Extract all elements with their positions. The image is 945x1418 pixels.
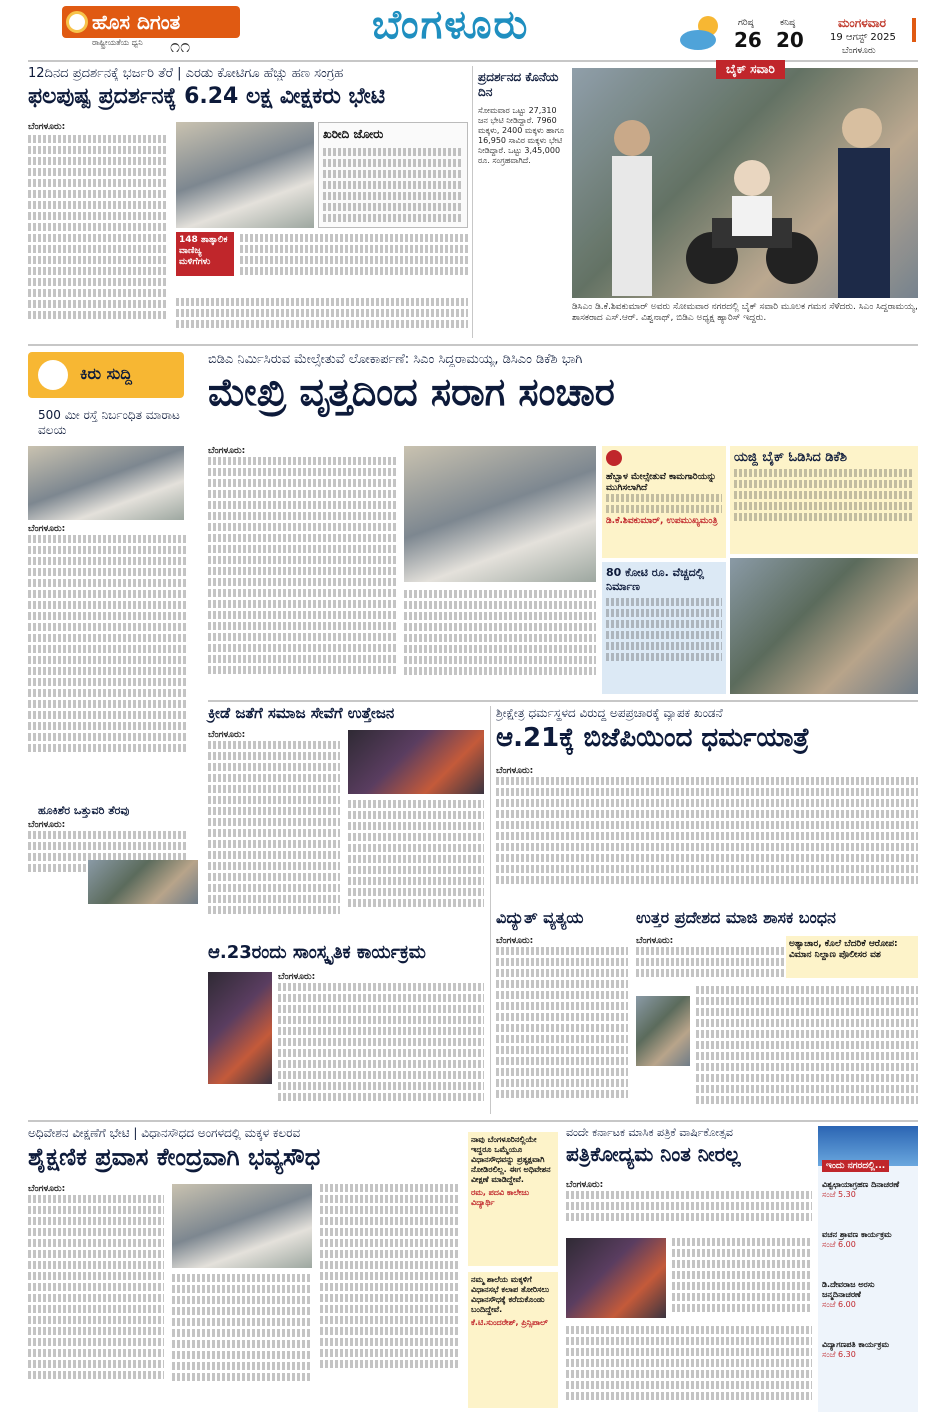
- vidhana-lines-3: [320, 1184, 460, 1371]
- patrika-lines-2: [672, 1238, 812, 1315]
- patrika-body: [566, 1180, 812, 1230]
- event-item: [822, 1180, 916, 1200]
- event-time: ಸಂಜೆ 6.00: [822, 1240, 856, 1249]
- yezdi-box: [730, 446, 918, 554]
- principal-quote-text: ನಮ್ಮ ಶಾಲೆಯ ಮಕ್ಕಳಿಗೆ ವಿಧಾನಸಭೆ ಕಲಾಪ ತೋರಿಸಲು ವಿಧಾನಸೌಧಕ್ಕೆ ಕರೆದುಕೊಂಡು ಬಂದಿದ್ದೇವೆ.: [471, 1275, 550, 1314]
- flyover-body: [208, 446, 398, 696]
- bike-ride-label-text: ಬೈಕ್ ಸವಾರಿ: [726, 62, 775, 76]
- patrika-lines-3: [566, 1326, 812, 1403]
- vidhana-lines-2: [172, 1274, 312, 1384]
- quote-title: ಹೆಬ್ಬಾಳ ಮೇಲ್ಸೇತುವೆ ಕಾಮಗಾರಿಯನ್ನು ಮುಗಿಸಲಾಗಿದೆ: [606, 472, 717, 493]
- logo-text: ಹೊಸ ದಿಗಂತ: [92, 10, 181, 34]
- issue-date: 19 ಆಗಸ್ಟ್ 2025: [830, 32, 896, 43]
- kiru-item2-title: ಹೂಕಿಶೆರ ಒತ್ತುವರಿ ತೆರವು: [38, 804, 130, 817]
- vidhana-dateline: ಬೆಂಗಳೂರು:: [28, 1184, 66, 1194]
- shopping-sidebox: [318, 122, 468, 228]
- kiru-item1-body: [28, 524, 188, 774]
- last-day-title: ಪ್ರದರ್ಶನದ ಕೊನೆಯ ದಿನ: [478, 70, 559, 99]
- issue-place: ಬೆಂಗಳೂರು: [842, 46, 876, 56]
- power-lines: [496, 947, 628, 1098]
- yezdi-title: ಯಜ್ದಿ ಬೈಕ್ ಓಡಿಸಿದ ಡಿಕೆಶಿ: [734, 450, 847, 465]
- date-bar: [912, 18, 916, 42]
- min-temp: 20: [776, 28, 804, 52]
- cost-lines: [606, 598, 722, 661]
- patrika-dateline: ಬೆಂಗಳೂರು:: [566, 1180, 604, 1190]
- cultural-lines: [278, 983, 484, 1101]
- top-story-lines-2: [240, 234, 468, 278]
- masthead: [0, 0, 945, 60]
- yezdi-photo: [730, 558, 918, 694]
- cultural-story: [208, 944, 484, 1116]
- flower-show-photo: [176, 122, 314, 228]
- cultural-headline: ಆ.23ರಂದು ಸಾಂಸ್ಕೃತಿಕ ಕಾರ್ಯಕ್ರಮ: [208, 942, 426, 963]
- cultural-dateline: ಬೆಂಗಳೂರು:: [278, 972, 316, 982]
- bike-ride-photo: [572, 68, 918, 298]
- logo-sub: ರಾಷ್ಟ್ರೀಯತೆಯ ಧ್ವನಿ: [92, 38, 143, 47]
- team-photo: [348, 730, 484, 794]
- min-temp-label: ಕನಿಷ್ಠ: [780, 18, 796, 28]
- divider-col: [490, 706, 491, 1114]
- event-item: [822, 1280, 916, 1310]
- patrika-kicker: ವಂದೇ ಕರ್ನಾಟಕ ಮಾಸಿಕ ಪತ್ರಿಕೆ ವಾರ್ಷಿಕೋತ್ಸವ: [566, 1126, 733, 1139]
- top-story-lines-3: [176, 298, 468, 331]
- event-name: ವಿದ್ಯಾಗಣಪತಿ ಕಾರ್ಯಕ್ರಮ: [822, 1340, 890, 1349]
- today-city-title-text: ಇಂದು ನಗರದಲ್ಲಿ...: [826, 1161, 886, 1171]
- dharma-lines: [496, 777, 918, 884]
- stalls-badge-text: 148 ತಾತ್ಕಾಲಿಕ ವಾಣಿಜ್ಯ ಮಳಿಗೆಗಳು: [179, 235, 228, 267]
- kiru-item1-dateline: ಬೆಂಗಳೂರು:: [28, 524, 66, 534]
- stalls-badge: [176, 232, 234, 276]
- power-headline: ವಿದ್ಯುತ್ ವ್ಯತ್ಯಯ: [496, 908, 584, 927]
- kiru-item2-dateline: ಬೆಂಗಳೂರು:: [28, 820, 66, 830]
- vidhana-story: [28, 1126, 558, 1412]
- vidhana-body: [28, 1184, 164, 1408]
- bike-ride-caption: ಡಿಸಿಎಂ ಡಿ.ಕೆ.ಶಿವಕುಮಾರ್ ಅವರು ಸೋಮವಾರ ನಗರದಲ್ಲಿ ಬೈಕ್ ಸವಾರಿ ಮೂಲಕ ಗಮನ ಸೆಳೆದರು. ಸಿಎಂ ಸಿದ್ದರಾಮಯ್ಯ, ಶಾಸಕರಾದ ಎಸ್.ಆರ್. ವಿಶ್ವನಾಥ್, ಬಿಡಿಎ ಅಧ್ಯಕ್ಷ ಹ್ಯಾರಿಸ್ ಇದ್ದರು.: [572, 302, 918, 323]
- dharma-dateline: ಬೆಂಗಳೂರು:: [496, 766, 534, 776]
- weather-icon: [678, 12, 726, 52]
- kiru-suddi-label: ಕಿರು ಸುದ್ದಿ: [80, 364, 132, 383]
- flyover-dateline: ಬೆಂಗಳೂರು:: [208, 446, 246, 456]
- dharma-body: [496, 766, 918, 906]
- issue-day: ಮಂಗಳವಾರ: [838, 16, 887, 30]
- section-rule-2: [208, 700, 918, 702]
- sports-body: [208, 730, 340, 938]
- event-item: [822, 1340, 916, 1360]
- dharmasthala-story: [496, 706, 918, 906]
- flyover-headline: ಮೇಖ್ರಿ ವೃತ್ತದಿಂದ ಸರಾಗ ಸಂಚಾರ: [208, 370, 615, 414]
- yezdi-lines: [734, 469, 914, 521]
- sidebox-text-lines: [319, 146, 467, 227]
- students-photo: [172, 1184, 312, 1268]
- sports-headline: ಕ್ರೀಡೆ ಜತೆಗೆ ಸಮಾಜ ಸೇವೆಗೆ ಉತ್ತೇಜನ: [208, 704, 395, 722]
- event-name: ಡಿ.ದೇವರಾಜ ಅರಸು ಜನ್ಮದಿನಾಚರಣೆ: [822, 1280, 875, 1299]
- dancer-photo: [208, 972, 272, 1084]
- edition-number: ೧೧: [170, 36, 191, 57]
- bike-ride-label: [716, 60, 785, 79]
- quote-box: [602, 446, 726, 558]
- patrika-headline: ಪತ್ರಿಕೋದ್ಯಮ ನಿಂತ ನೀರಲ್ಲ: [566, 1142, 741, 1166]
- student-quote-1-text: ನಾವು ಬೆಂಗಳೂರಿನಲ್ಲಿಯೇ ಇದ್ದರೂ ಒಮ್ಮೆಯೂ ವಿಧಾನಸೌಧವನ್ನು ಪ್ರತ್ಯಕ್ಷವಾಗಿ ನೋಡಿರಲಿಲ್ಲ. ಈಗ ಅಧಿವೇಶನ ವೀಕ್ಷಣೆ ಮಾಡಿದ್ದೇವೆ.: [471, 1135, 551, 1184]
- kiru-item1-title: 500 ಮೀ ರಸ್ತೆ ನಿರ್ಬಂಧಿತ ಮಾರಾಟ ವಲಯ: [38, 408, 180, 437]
- up-lines-2: [696, 986, 918, 1107]
- sports-lines-2: [348, 800, 484, 910]
- cultural-body: [278, 972, 484, 1112]
- last-day-column: [478, 70, 566, 338]
- today-city-title: [822, 1160, 889, 1172]
- event-list: [822, 1180, 916, 1360]
- top-story-dateline: ಬೆಂಗಳೂರು:: [28, 122, 66, 132]
- up-arrest-story: [636, 910, 918, 1114]
- dharma-headline: ಆ.21ಕ್ಕೆ ಬಿಜೆಪಿಯಿಂದ ಧರ್ಮಯಾತ್ರೆ: [496, 723, 810, 753]
- vidhana-lines: [28, 1195, 164, 1379]
- divider: [472, 66, 473, 338]
- event-time: ಸಂಜೆ 5.30: [822, 1190, 856, 1199]
- principal-quote: [468, 1272, 558, 1408]
- up-lines: [636, 947, 786, 977]
- section-rule-3: [28, 1120, 918, 1122]
- up-highlight: [786, 936, 918, 978]
- logo: [62, 6, 240, 38]
- logo-emblem-icon: [66, 11, 88, 33]
- up-dateline: ಬೆಂಗಳೂರು:: [636, 936, 674, 946]
- event-time: ಸಂಜೆ 6.30: [822, 1350, 856, 1359]
- cost-box: [602, 562, 726, 694]
- flyover-story: [208, 352, 918, 696]
- top-story: [28, 66, 468, 341]
- lamp-lighting-photo: [566, 1238, 666, 1318]
- city-title: ಬೆಂಗಳೂರು: [372, 2, 530, 48]
- top-story-text-lines: [28, 135, 168, 319]
- patrika-story: [566, 1126, 812, 1412]
- today-city: [818, 1126, 918, 1412]
- event-name: ವಚನ ಶ್ರಾವಣ ಕಾರ್ಯಕ್ರಮ: [822, 1230, 892, 1239]
- power-cut-story: [496, 910, 628, 1114]
- power-body: [496, 936, 628, 1114]
- section-rule-1: [28, 344, 918, 346]
- max-temp: 26: [734, 28, 762, 52]
- up-headline: ಉತ್ತರ ಪ್ರದೇಶದ ಮಾಜಿ ಶಾಸಕ ಬಂಧನ: [636, 908, 836, 927]
- kiru-item1-lines: [28, 535, 188, 752]
- sports-story: [208, 706, 484, 938]
- sports-dateline: ಬೆಂಗಳೂರು:: [208, 730, 246, 740]
- kiru-suddi-badge: [28, 352, 184, 398]
- market-photo: [28, 446, 184, 520]
- sports-lines: [208, 741, 340, 914]
- event-time: ಸಂಜೆ 6.00: [822, 1300, 856, 1309]
- student-quote-1: [468, 1132, 558, 1266]
- flyover-kicker: ಬಿಡಿಎ ನಿರ್ಮಿಸಿರುವ ಮೇಲ್ಸೇತುವೆ ಲೋಕಾರ್ಪಣೆ: ಸಿಎಂ ಸಿದ್ದರಾಮಯ್ಯ, ಡಿಸಿಎಂ ಡಿಕೆಶಿ ಭಾಗಿ: [208, 352, 583, 367]
- max-temp-label: ಗರಿಷ್ಠ: [738, 18, 754, 28]
- flyover-lines: [208, 457, 398, 674]
- top-story-kicker: 12ದಿನದ ಪ್ರದರ್ಶನಕ್ಕೆ ಭರ್ಜರಿ ತೆರೆ | ಎರಡು ಕೋಟಿಗೂ ಹೆಚ್ಚು ಹಣ ಸಂಗ್ರಹ: [28, 66, 344, 81]
- quote-author: ಡಿ.ಕೆ.ಶಿವಕುಮಾರ್, ಉಪಮುಖ್ಯಮಂತ್ರಿ: [606, 516, 718, 526]
- dharma-kicker: ಶ್ರೀಕ್ಷೇತ್ರ ಧರ್ಮಸ್ಥಳದ ವಿರುದ್ಧ ಅಪಪ್ರಚಾರಕ್ಕೆ ವ್ಯಾಪಕ ಖಂಡನೆ: [496, 706, 723, 720]
- kiru-suddi: [28, 352, 198, 912]
- vidhana-kicker: ಅಧಿವೇಶನ ವೀಕ್ಷಣೆಗೆ ಭೇಟಿ | ವಿಧಾನಸೌಧದ ಅಂಗಳದಲ್ಲಿ ಮಕ್ಕಳ ಕಲರವ: [28, 1126, 301, 1140]
- ribbon-cutting-photo: [404, 446, 596, 582]
- vidhana-headline: ಶೈಕ್ಷಣಿಕ ಪ್ರವಾಸ ಕೇಂದ್ರವಾಗಿ ಭವ್ಯಸೌಧ: [28, 1143, 321, 1171]
- hand-icon: [38, 360, 68, 390]
- flyover-lines-2: [404, 590, 596, 678]
- top-story-body: [28, 122, 168, 342]
- lake-photo: [88, 860, 198, 904]
- patrika-lines: [566, 1191, 812, 1221]
- quote-lines: [606, 494, 722, 513]
- principal-quote-author: ಕೆ.ಟಿ.ಸುಂದರೇಶ್, ಪ್ರಿನ್ಸಿಪಾಲ್: [471, 1318, 548, 1327]
- sidebox-title: ಖರೀದಿ ಜೋರು: [323, 127, 384, 141]
- last-day-stats: ಸೋಮವಾರ ಒಟ್ಟು 27,310 ಜನ ಭೇಟಿ ನೀಡಿದ್ದಾರೆ. 7960 ಮಕ್ಕಳು, 2400 ಮಕ್ಕಳು ಹಾಗೂ 16,950 ಸಾವಿರ ಮಕ್ಕಳು ಭೇಟಿ ನೀಡಿದ್ದಾರೆ. ಒಟ್ಟು 3,45,000 ರೂ. ಸಂಗ್ರಹವಾಗಿದೆ.: [478, 106, 565, 165]
- up-highlight-text: ಅತ್ಯಾಚಾರ, ಕೊಲೆ ಬೆದರಿಕೆ ಆರೋಪ: ವಿಮಾನ ನಿಲ್ದಾಣ ಪೊಲೀಸರ ವಶ: [789, 939, 898, 960]
- student-quote-1-author: ರಮ, ಪದವಿ ಕಾಲೇಜು ವಿದ್ಯಾರ್ಥಿ: [471, 1188, 530, 1207]
- accused-photo: [636, 996, 690, 1066]
- cost-title: 80 ಕೋಟಿ ರೂ. ವೆಚ್ಚದಲ್ಲಿ ನಿರ್ಮಾಣ: [606, 566, 705, 593]
- quote-icon: [606, 450, 622, 466]
- event-item: [822, 1230, 916, 1250]
- top-story-headline: ಫಲಪುಷ್ಪ ಪ್ರದರ್ಶನಕ್ಕೆ 6.24 ಲಕ್ಷ ವೀಕ್ಷಕರು ಭೇಟಿ: [28, 84, 386, 109]
- event-name: ವಿಶ್ವಛಾಯಾಗ್ರಹಣ ದಿನಾಚರಣೆ: [822, 1180, 900, 1189]
- power-dateline: ಬೆಂಗಳೂರು:: [496, 936, 534, 946]
- bike-illustration: [572, 68, 918, 298]
